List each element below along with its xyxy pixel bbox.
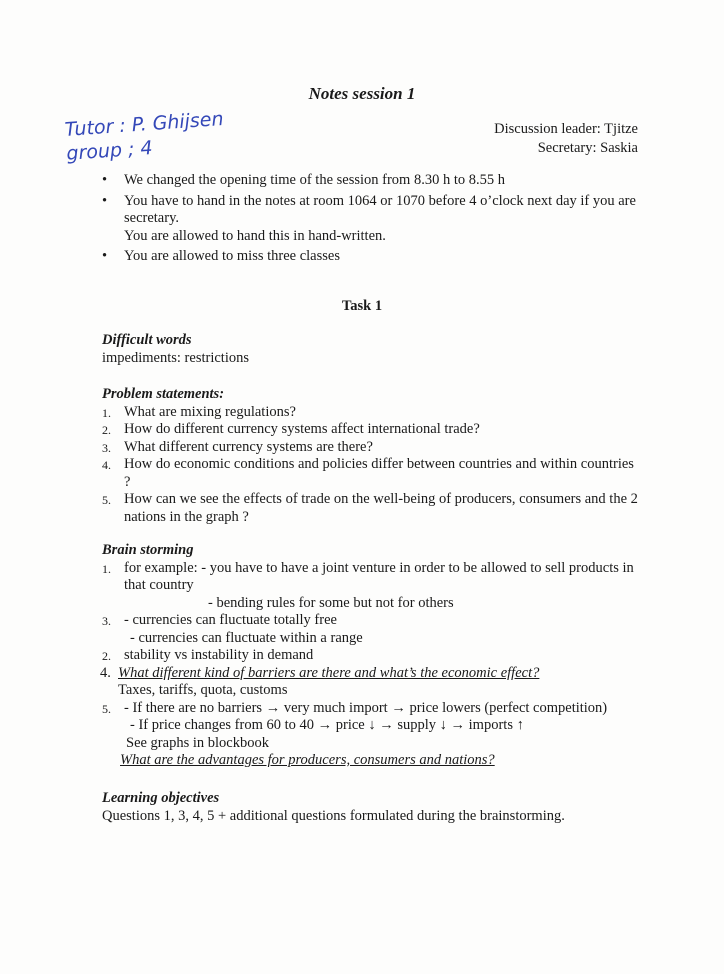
learning-objectives-text: Questions 1, 3, 4, 5 + additional questions formulated during the brainstorming.	[102, 807, 565, 824]
list-item: 2. stability vs instability in demand	[102, 647, 314, 663]
list-item: 2. How do different currency systems affect international trade?	[102, 421, 480, 437]
list-item: 1. for example: - you have to have a joint venture in order to be allowed to sell products in that country - bending rules for some but not for others	[102, 559, 634, 611]
brainstorm-list	[102, 560, 642, 770]
page-title: Notes session 1	[308, 84, 416, 103]
announcement-item: • We changed the opening time of the session from 8.30 h to 8.55 h	[100, 172, 640, 190]
secretary: Secretary: Saskia	[537, 140, 638, 156]
list-item: 3. What different currency systems are there?	[102, 438, 373, 455]
list-item: 5. - If there are no barriers → very much import → price lowers (perfect competition) - If price changes from 60 to 40 → price ↓ → supply ↓ → imports ↑ See graphs in blockbook What are the advantages for producers, consumers and nations?	[102, 699, 608, 768]
announcement-list	[100, 172, 640, 269]
learning-objectives-heading: Learning objectives	[102, 790, 220, 806]
announcement-item	[100, 193, 640, 246]
announcement-subtext: You are allowed to hand this in hand-written.	[124, 227, 386, 244]
problem-list	[102, 404, 642, 527]
handwritten-group: group ; 4	[65, 136, 154, 165]
brainstorming-section	[102, 542, 642, 770]
announcement-item: • You are allowed to miss three classes	[100, 248, 640, 266]
discussion-leader: Discussion leader: Tjitze	[494, 121, 638, 137]
learning-objectives-section	[102, 790, 662, 825]
list-item: 4. How do economic conditions and policies differ between countries and within countries ?	[102, 456, 634, 490]
difficult-words-text: impediments: restrictions	[102, 349, 249, 366]
brainstorming-heading: Brain storming	[102, 542, 194, 558]
list-item: 3. - currencies can fluctuate totally free - currencies can fluctuate within a range	[102, 612, 363, 646]
problem-statements-section	[102, 386, 642, 526]
handwritten-tutor: Tutor : P. Ghijsen	[64, 107, 225, 141]
difficult-words-heading: Difficult words	[102, 332, 192, 348]
task-heading: Task 1	[341, 298, 383, 314]
difficult-words-section	[102, 332, 642, 367]
list-item: 1. What are mixing regulations?	[102, 403, 296, 420]
handwritten-annotation	[64, 107, 226, 166]
list-item: 4. What different kind of barriers are there and what’s the economic effect? Taxes, tariffs, quota, customs	[100, 664, 540, 698]
announcement-text: You have to hand in the notes at room 1064 or 1070 before 4 o’clock next day if you are secretary.	[124, 192, 636, 226]
list-item: 5. How can we see the effects of trade on the well-being of producers, consumers and the 2 nations in the graph ?	[102, 491, 638, 525]
roles-block	[494, 120, 638, 158]
problem-statements-heading: Problem statements:	[102, 386, 225, 402]
